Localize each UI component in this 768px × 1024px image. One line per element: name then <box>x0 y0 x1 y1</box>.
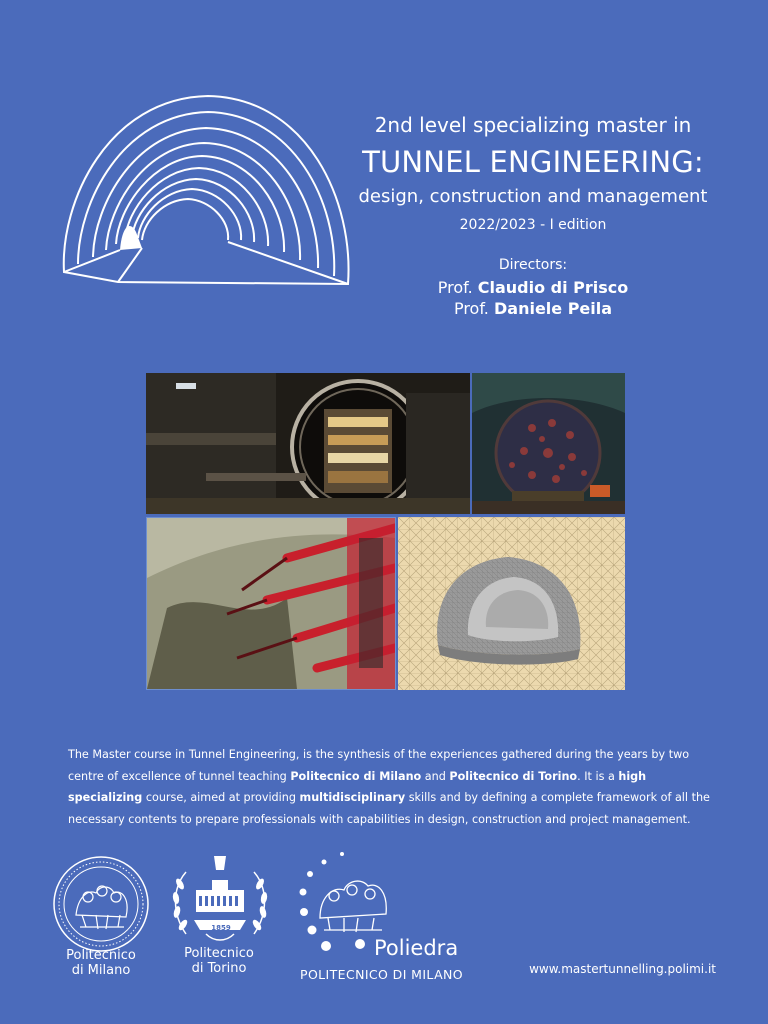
tunnel-logo-icon <box>58 92 354 292</box>
polito-year: 1859 <box>211 924 231 932</box>
director-1 <box>340 278 726 297</box>
description-bold-polito: Politecnico di Torino <box>449 769 578 783</box>
polimi-name-line2: di Milano <box>71 963 131 978</box>
poliedra-name: Poliedra <box>374 936 459 960</box>
director-2-prefix: Prof. <box>453 299 494 318</box>
description-bold-polimi: Politecnico di Milano <box>290 769 422 783</box>
polito-name-line2: di Torino <box>191 961 247 976</box>
director-2-name: Daniele Peila <box>493 299 613 318</box>
description-bold-specializing: high specializing <box>68 769 647 804</box>
description-paragraph <box>68 744 718 830</box>
page-title: TUNNEL ENGINEERING: <box>362 145 704 179</box>
poliedra-subtitle: POLITECNICO DI MILANO <box>300 967 464 982</box>
description-text-1: The Master course in Tunnel Engineering, is the synthesis of the experiences gathered during the years by two centre of excellence of tunnel teaching <box>68 748 690 783</box>
photo-tbm-interior <box>146 373 470 514</box>
director-2 <box>340 299 726 318</box>
director-1-prefix: Prof. <box>437 278 478 297</box>
polito-name-line1: Politecnico <box>184 946 254 961</box>
website-link[interactable]: www.mastertunnelling.polimi.it <box>529 962 716 976</box>
directors-label: Directors: <box>498 257 568 273</box>
tagline: design, construction and management <box>358 186 708 207</box>
description-text-3: . It is a <box>577 769 619 783</box>
edition-label: 2022/2023 - I edition <box>459 217 607 233</box>
polimi-name <box>52 948 150 978</box>
photo-fem-model <box>398 517 625 690</box>
polito-name <box>164 946 274 976</box>
description-text-5: skills and by defining a complete framework of all the necessary contents to prepare professionals with capabilities in design, construction and project management. <box>68 791 710 826</box>
subtitle: 2nd level specializing master in <box>374 113 692 137</box>
description-bold-multidisciplinary: multidisciplinary <box>299 791 406 804</box>
director-1-name: Claudio di Prisco <box>477 278 629 297</box>
description-text-2: and <box>421 769 450 783</box>
description-text-4: course, aimed at providing <box>142 791 300 804</box>
photo-drill-jumbo <box>146 517 396 690</box>
polito-seal-icon <box>168 854 272 948</box>
photo-cutterhead <box>472 373 625 514</box>
polimi-seal-icon <box>52 855 150 953</box>
polimi-name-line1: Politecnico <box>66 948 136 963</box>
